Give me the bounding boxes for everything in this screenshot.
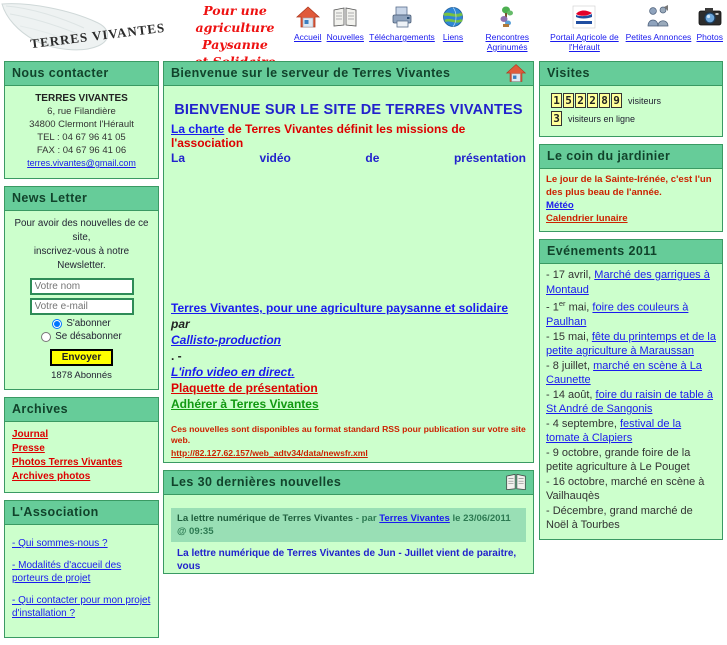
welcome-heading: BIENVENUE SUR LE SITE DE TERRES VIVANTES: [174, 102, 523, 118]
newsletter-form: [5, 211, 158, 389]
slogan-line-1: Pour une agriculture: [195, 3, 275, 35]
video-embed-placeholder[interactable]: [171, 167, 526, 300]
video-word-3: de: [365, 151, 380, 165]
promo-link-plaquette[interactable]: Plaquette de présentation: [171, 381, 318, 395]
unsubscribe-radio[interactable]: [41, 332, 51, 342]
charte-rest: de Terres Vivantes définit les missions de l'association: [171, 122, 466, 150]
event-prefix: - 16 octobre, marché en scène à Vailhauqès: [546, 475, 705, 503]
newsletter-email-input[interactable]: [30, 298, 134, 315]
logo-wordmark: TERRES VIVANTES: [29, 19, 166, 52]
event-prefix: - 1: [546, 301, 559, 314]
archives-link-archives-photos[interactable]: Archives photos: [12, 471, 91, 482]
site-header: [0, 0, 727, 58]
video-word-1: La: [171, 151, 186, 165]
assoc-item[interactable]: [12, 559, 151, 585]
event-item[interactable]: [546, 417, 716, 446]
visitor-counter: [551, 93, 623, 108]
panel-title: Evénements 2011: [540, 240, 722, 264]
open-book-icon: [504, 471, 528, 496]
online-counter: [551, 111, 563, 126]
promo-link-adherer[interactable]: Adhérer à Terres Vivantes: [171, 397, 319, 411]
news-item-title: La lettre numérique de Terres Vivantes: [177, 513, 354, 524]
news-spacer: [171, 495, 526, 508]
counter-digit: 8: [599, 93, 610, 108]
nav-label: Liens: [442, 32, 464, 42]
counter-digit: 3: [551, 111, 562, 126]
panel-title: News Letter: [5, 187, 158, 211]
online-counter-row: [551, 111, 715, 126]
event-prefix: - Décembre, grand marché de Noël à Tourbes: [546, 504, 693, 532]
nav-label: Rencontres Agrinumés: [485, 32, 529, 52]
site-logo: [0, 0, 166, 58]
event-item[interactable]: [546, 359, 716, 388]
newsletter-intro-1: Pour avoir des nouvelles de ce site,: [14, 218, 149, 243]
panel-title: Visites: [540, 62, 722, 86]
event-prefix: - 9 octobre, grande foire de la petite agriculture à Le Pouget: [546, 446, 691, 474]
event-link[interactable]: festival de la tomate à Clapiers: [546, 417, 682, 445]
event-item: [546, 475, 716, 504]
event-prefix: - 8 juillet,: [546, 359, 594, 372]
panel-association: [4, 500, 159, 638]
nav-accueil[interactable]: [292, 4, 323, 42]
panel-newsletter: [4, 186, 159, 390]
event-link[interactable]: foire du raisin de table à St André de Sangonis: [546, 388, 713, 416]
panel-title: Le coin du jardinier: [540, 145, 722, 169]
event-item[interactable]: [546, 388, 716, 417]
nav-label: Téléchargements: [369, 32, 435, 42]
main-content: [163, 58, 537, 581]
counter-digit: 2: [587, 93, 598, 108]
panel-archives: [4, 397, 159, 493]
panel-title-text: Les 30 dernières nouvelles: [171, 475, 342, 489]
assoc-link-qui-contacter[interactable]: - Qui contacter pour mon projet d'installation ?: [12, 595, 151, 619]
event-item[interactable]: [546, 330, 716, 359]
archives-links: [5, 422, 158, 492]
event-prefix: - 4 septembre,: [546, 417, 620, 430]
nav-liens[interactable]: [438, 4, 468, 42]
rss-note: Ces nouvelles sont disponibles au format standard RSS pour publication sur votre site web.: [171, 424, 526, 445]
event-link[interactable]: fête du printemps et de la petite agriculture à Maraussan: [546, 330, 716, 358]
panel-title: [164, 62, 533, 86]
video-word-2: vidéo: [259, 151, 291, 165]
globe-icon: [440, 4, 466, 30]
left-sidebar: [0, 58, 163, 645]
counter-digit: 1: [551, 93, 562, 108]
house-icon: [295, 4, 321, 30]
gardener-link-calendrier[interactable]: Calendrier lunaire: [546, 213, 628, 224]
promo-lead: par: [171, 317, 190, 331]
assoc-link-modalites[interactable]: - Modalités d'accueil des porteurs de projet: [12, 560, 122, 584]
subscribe-radio[interactable]: [52, 319, 62, 329]
news-item-by: - par: [353, 513, 380, 524]
news-item-date: le 23/06/2011 @ 09:35: [177, 513, 511, 537]
newsletter-subscribe-option[interactable]: [12, 318, 151, 329]
counter-digit: 5: [563, 93, 574, 108]
panel-title: L'Association: [5, 501, 158, 525]
nav-rencontres[interactable]: [469, 4, 545, 52]
nav-label: Photos: [696, 32, 723, 42]
association-links: [5, 525, 158, 637]
panel-title: Archives: [5, 398, 158, 422]
welcome-content: [164, 86, 533, 462]
event-link[interactable]: marché en scène à La Caunette: [546, 359, 702, 387]
assoc-link-qui-sommes-nous[interactable]: - Qui sommes-nous ?: [12, 538, 108, 549]
news-item-author-link[interactable]: Terres Vivantes: [379, 513, 450, 524]
assoc-item[interactable]: [12, 594, 151, 620]
nav-nouvelles[interactable]: [325, 4, 366, 42]
event-item[interactable]: [546, 268, 716, 297]
contact-details: [5, 86, 158, 178]
news-item[interactable]: [171, 508, 526, 573]
event-prefix: - 17 avril,: [546, 269, 595, 281]
megaphone-people-icon: [645, 4, 671, 30]
event-sup: er: [558, 299, 566, 308]
gardener-link-meteo[interactable]: Météo: [546, 200, 574, 211]
counter-digit: 9: [611, 93, 622, 108]
herault-logo-icon: [571, 4, 597, 30]
event-prefix: - 14 août,: [546, 388, 596, 401]
video-word-4: présentation: [453, 151, 526, 165]
nav-photos[interactable]: [695, 4, 725, 42]
panel-coin-jardinier: [539, 144, 723, 232]
charte-link[interactable]: La charte: [171, 122, 225, 136]
event-link[interactable]: foire des couleurs à Paulhan: [546, 301, 689, 329]
video-caption: [171, 151, 526, 165]
event-item: [546, 446, 716, 475]
newsletter-name-input[interactable]: [30, 278, 134, 295]
news-item-header: [171, 508, 526, 542]
slogan-line-2: Paysanne: [202, 37, 268, 52]
promo-link-callisto[interactable]: Callisto-production: [171, 333, 281, 347]
event-prefix-2: mai,: [565, 301, 593, 314]
visitor-counter-row: [551, 93, 715, 108]
promo-mid: . -: [171, 349, 182, 363]
panel-title: [164, 471, 533, 495]
contact-street: 6, rue Filandière: [47, 106, 116, 117]
subscribe-label: S'abonner: [66, 318, 111, 329]
right-sidebar: [537, 58, 727, 547]
news-item-body: La lettre numérique de Terres Vivantes de Jun - Juillet vient de paraitre, vous: [177, 548, 517, 572]
events-list: [540, 264, 722, 539]
archives-link-presse[interactable]: Presse: [12, 443, 45, 454]
gardener-body: [540, 169, 722, 231]
newsletter-intro-2: inscrivez-vous à notre Newsletter.: [33, 246, 130, 271]
panel-evenements: [539, 239, 723, 540]
nav-label: Petites Annonces: [625, 32, 692, 42]
event-item[interactable]: [546, 297, 716, 330]
panel-dernieres-nouvelles: [163, 470, 534, 574]
event-prefix: - 15 mai,: [546, 330, 592, 343]
promo-links: [171, 300, 526, 412]
main-navigation: [292, 4, 725, 56]
printer-icon: [389, 4, 415, 30]
promo-link-agriculture[interactable]: Terres Vivantes, pour une agriculture paysanne et solidaire: [171, 301, 509, 315]
visits-body: [540, 86, 722, 136]
panel-title: Nous contacter: [5, 62, 158, 86]
plant-person-icon: [494, 4, 520, 30]
house-icon: [504, 62, 528, 87]
subscriber-count: 1878 Abonnés: [51, 370, 112, 381]
page-layout: [0, 58, 727, 619]
counter-digit: 2: [575, 93, 586, 108]
nav-label: Accueil: [294, 32, 322, 42]
news-list: [164, 495, 533, 573]
event-link[interactable]: Marché des garrigues à Montaud: [546, 269, 710, 296]
promo-link-info-video[interactable]: L'info video en direct.: [171, 365, 295, 379]
nav-petites-annonces[interactable]: [624, 4, 694, 42]
panel-visites: [539, 61, 723, 137]
visitor-counter-label: visiteurs: [628, 95, 662, 106]
archives-link-photos-tv[interactable]: Photos Terres Vivantes: [12, 457, 123, 468]
online-counter-label: visiteurs en ligne: [568, 113, 636, 124]
contact-tel: TEL : 04 67 96 41 05: [37, 132, 126, 143]
nav-label: Nouvelles: [326, 32, 364, 42]
contact-email-link[interactable]: terres.vivantes@gmail.com: [27, 158, 136, 168]
newsletter-submit-button[interactable]: Envoyer: [50, 349, 113, 366]
assoc-item[interactable]: [12, 537, 151, 550]
panel-bienvenue: [163, 61, 534, 463]
rss-url-link[interactable]: http://82.127.62.157/web_adtv34/data/newsfr.xml: [171, 448, 368, 458]
unsubscribe-label: Se désabonner: [55, 331, 122, 342]
contact-city: 34800 Clermont l'Hérault: [29, 119, 134, 130]
panel-nous-contacter: [4, 61, 159, 179]
camera-icon: [697, 4, 723, 30]
event-item: [546, 504, 716, 533]
archives-link-journal[interactable]: Journal: [12, 429, 49, 440]
nav-telechargements[interactable]: [367, 4, 437, 42]
newsletter-unsubscribe-option[interactable]: [12, 331, 151, 342]
contact-fax: FAX : 04 67 96 41 06: [36, 145, 127, 156]
gardener-text: Le jour de la Sainte-Irénée, c'est l'un des plus beau de l'année.: [546, 174, 712, 198]
open-book-icon: [332, 4, 358, 30]
charte-line: [171, 122, 526, 150]
contact-org: TERRES VIVANTES: [35, 93, 128, 104]
nav-portail-agricole[interactable]: [546, 4, 622, 52]
promo-line-callisto: [171, 316, 526, 380]
panel-title-text: Bienvenue sur le serveur de Terres Vivantes: [171, 66, 451, 80]
nav-label: Portail Agricole de l'Hérault: [550, 32, 619, 52]
